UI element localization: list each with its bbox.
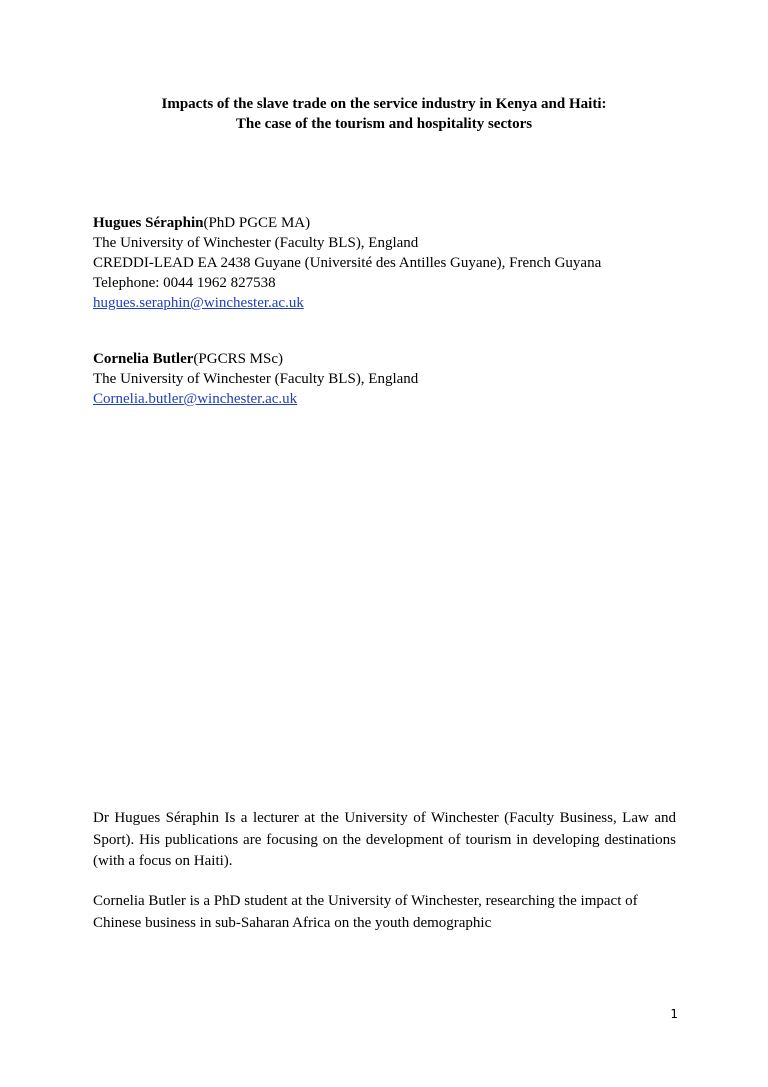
author-1-heading [93, 213, 683, 233]
page-number: 1 [670, 1007, 678, 1021]
author-bio-2: Cornelia Butler is a PhD student at the University of Winchester, researching the impact of Chinese business in sub-Saharan Africa on the youth demographic [93, 893, 638, 931]
author-2-affiliation-1: The University of Winchester (Faculty BLS), England [93, 371, 419, 387]
author-1-email-link[interactable]: hugues.seraphin@winchester.ac.uk [93, 295, 304, 311]
author-2-credentials: (PGCRS MSc) [193, 351, 284, 367]
author-block-1 [93, 213, 683, 313]
author-2-email-link[interactable]: Cornelia.butler@winchester.ac.uk [93, 391, 298, 407]
author-1-affiliation-1: The University of Winchester (Faculty BLS), England [93, 235, 419, 251]
author-bio-1: Dr Hugues Séraphin Is a lecturer at the University of Winchester (Faculty Business, Law and Sport). His publications are focusing on the development of tourism in developing destinations (with a focus on Haiti). [93, 810, 676, 869]
author-1-name: Hugues Séraphin [93, 215, 204, 231]
author-2-name: Cornelia Butler [93, 351, 194, 367]
paper-title-line-1: Impacts of the slave trade on the service industry in Kenya and Haiti: [161, 96, 607, 112]
author-1-telephone: Telephone: 0044 1962 827538 [93, 275, 276, 291]
author-2-heading [93, 349, 683, 369]
author-block-2 [93, 349, 683, 409]
paper-title-line-2: The case of the tourism and hospitality sectors [235, 116, 533, 132]
author-1-affiliation-2: CREDDI-LEAD EA 2438 Guyane (Université des Antilles Guyane), French Guyana [93, 255, 602, 271]
author-1-credentials: (PhD PGCE MA) [203, 215, 311, 231]
